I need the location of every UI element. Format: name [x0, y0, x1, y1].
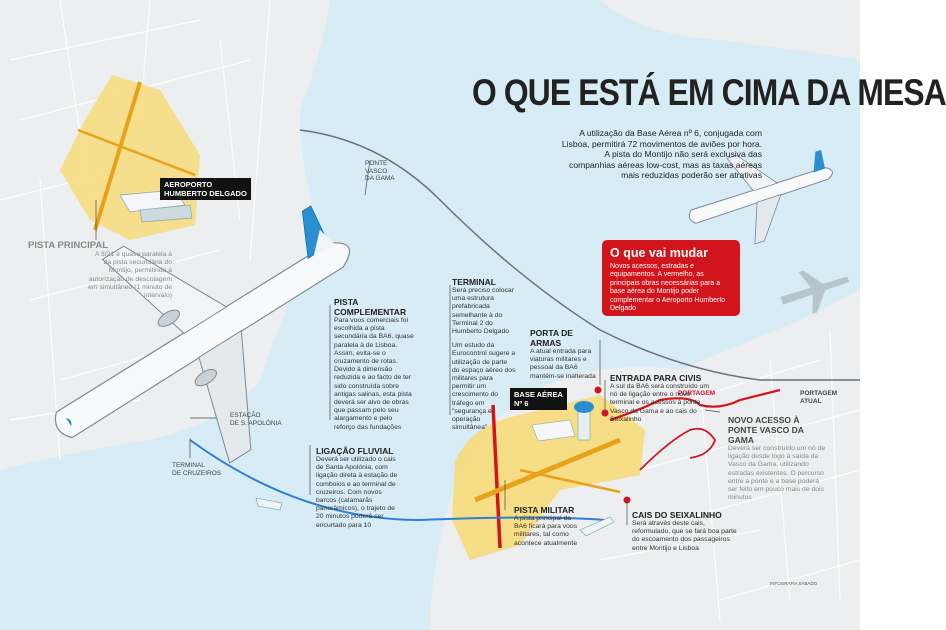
annotation-heading: NOVO ACESSO À PONTE VASCO DA GAMA	[728, 415, 804, 445]
page-title: O QUE ESTÁ EM CIMA DA MESA	[472, 72, 946, 113]
annotation-heading: PISTA COMPLEMENTAR	[334, 297, 407, 317]
annotation-ligacao-fluvial	[316, 446, 400, 530]
bridge-label	[365, 160, 395, 183]
annotation-body: A pista principal da BA6 ficará para voos militares, tal como acontece atualmente	[514, 515, 578, 547]
station-label-line: DE S. APOLÓNIA	[230, 419, 282, 427]
annotation-heading: PISTA PRINCIPAL	[28, 240, 109, 251]
portagem-new-label: PORTAGEM	[678, 390, 716, 397]
intro-line: mais reduzidas poderão ser atrativas	[621, 170, 762, 180]
bridge-label-line: DA GAMA	[365, 175, 395, 182]
annotation-body: Deverá ser construído um nó de ligação desde logo à saída da Vasco da Gama, utilizando estradas existentes. O percurso entre a ponte e a base poderá ser feito em pouco mais de dois minutos	[728, 445, 826, 502]
annotation-porta-armas	[530, 328, 600, 381]
changes-card-title: O que vai mudar	[610, 246, 708, 260]
annotation-heading: PORTA DE ARMAS	[530, 328, 573, 348]
changes-card-body: Novos acessos, estradas e equipamentos. A vermelho, as principais obras necessárias para a base aérea do Montijo poder complementar o Aeroporto Humberto Delgado	[610, 263, 726, 313]
station-label-line: ESTAÇÃO	[230, 412, 261, 419]
bridge-label-line: PONTE	[365, 160, 388, 167]
ba6-label	[510, 388, 567, 410]
airport-label	[160, 178, 251, 200]
airport-label-line: HUMBERTO DELGADO	[164, 189, 247, 198]
annotation-heading: LIGAÇÃO FLUVIAL	[316, 446, 394, 456]
annotation-heading: TERMINAL	[452, 277, 496, 287]
annotation-pista-militar	[514, 505, 584, 548]
cruise-terminal-line: DE CRUZEIROS	[172, 469, 222, 477]
cruise-terminal-line: TERMINAL	[172, 462, 205, 469]
annotation-body: Deverá ser utilizado o cais de Santa Apolónia, com ligação direta à estação de comboios e ao terminal de cruzeiros. Com novos barcos (catamarãs panorâmicos), o trajeto de 20 minutos poderá ser encurtado para 10	[316, 456, 398, 529]
intro-line: Lisboa, permitirá 72 movimentos de aviões por hora.	[561, 138, 762, 149]
annotation-body: A atual entrada para viaturas militares e pessoal da BA6 mantém-se inalterada	[530, 348, 596, 380]
annotation-terminal	[452, 277, 516, 432]
annotation-heading: PISTA MILITAR	[514, 505, 575, 515]
annotation-body: Para voos comerciais foi escolhida a pista secundária da BA6, quase paralela à de Lisboa. Assim, evita-se o cruzamento de rotas. Devido à dimensão reduzida e ao facto de ter sido construída sobre antigas salinas, esta pista deverá ser alvo de obras que passam pelo seu alargamento e pelo reforço das fundações	[334, 317, 414, 431]
ba6-label-line: Nº 6	[514, 399, 529, 408]
annotation-pista-principal	[28, 240, 172, 300]
annotation-body: A 3/21 é quase paralela à da pista secundária do Montijo, permitindo a autorização de descolagem em simultâneo (1 minuto de intervalo)	[88, 251, 172, 300]
portagem-atual-label	[800, 390, 837, 405]
portagem-atual-line: ATUAL	[800, 397, 822, 405]
intro-line: A utilização da Base Aérea nº 6, conjugada com	[579, 128, 762, 138]
annotation-body: Será preciso colocar uma estrutura prefabricada semelhante à do Terminal 2 do Humberto Delgado	[452, 287, 514, 336]
intro-text	[512, 128, 762, 181]
annotation-body: A sul da BA6 será construído um nó de ligação entre o novo terminal e os acessos à ponte Vasco da Gama e ao cais do Seixalinho	[610, 383, 709, 423]
ba6-label-line: BASE AÉREA	[514, 390, 563, 399]
portagem-atual-line: PORTAGEM	[800, 390, 838, 397]
intro-line: companhias aéreas low-cost, mas as taxas aéreas	[569, 159, 762, 170]
changes-card	[602, 240, 740, 316]
cruise-terminal-label	[172, 462, 221, 477]
station-label	[230, 412, 282, 427]
annotation-entrada-civis	[610, 373, 710, 424]
annotation-novo-acesso	[728, 415, 828, 502]
annotation-cais-seixalinho	[632, 510, 742, 553]
intro-line: A pista do Montijo não será exclusiva das	[604, 149, 762, 159]
airport-label-line: AEROPORTO	[164, 180, 213, 189]
annotation-heading: CAIS DO SEIXALINHO	[632, 510, 722, 520]
annotation-pista-complementar	[334, 297, 414, 432]
bridge-label-line: VASCO	[365, 167, 388, 175]
infographic-credit: INFOGRAFIA SÁBADO	[770, 581, 818, 586]
annotation-body: Será através deste cais, reformulado, que se fará boa parte do escoamento dos passageiros entre Montijo e Lisboa	[632, 520, 737, 552]
annotation-body: Um estudo da Eurocontrol sugere a utilização de parte do espaço aéreo dos militares para permitir um crescimento do tráfego em "segurança e operação simultânea"	[452, 342, 516, 432]
annotation-heading: ENTRADA PARA CIVIS	[610, 373, 702, 383]
